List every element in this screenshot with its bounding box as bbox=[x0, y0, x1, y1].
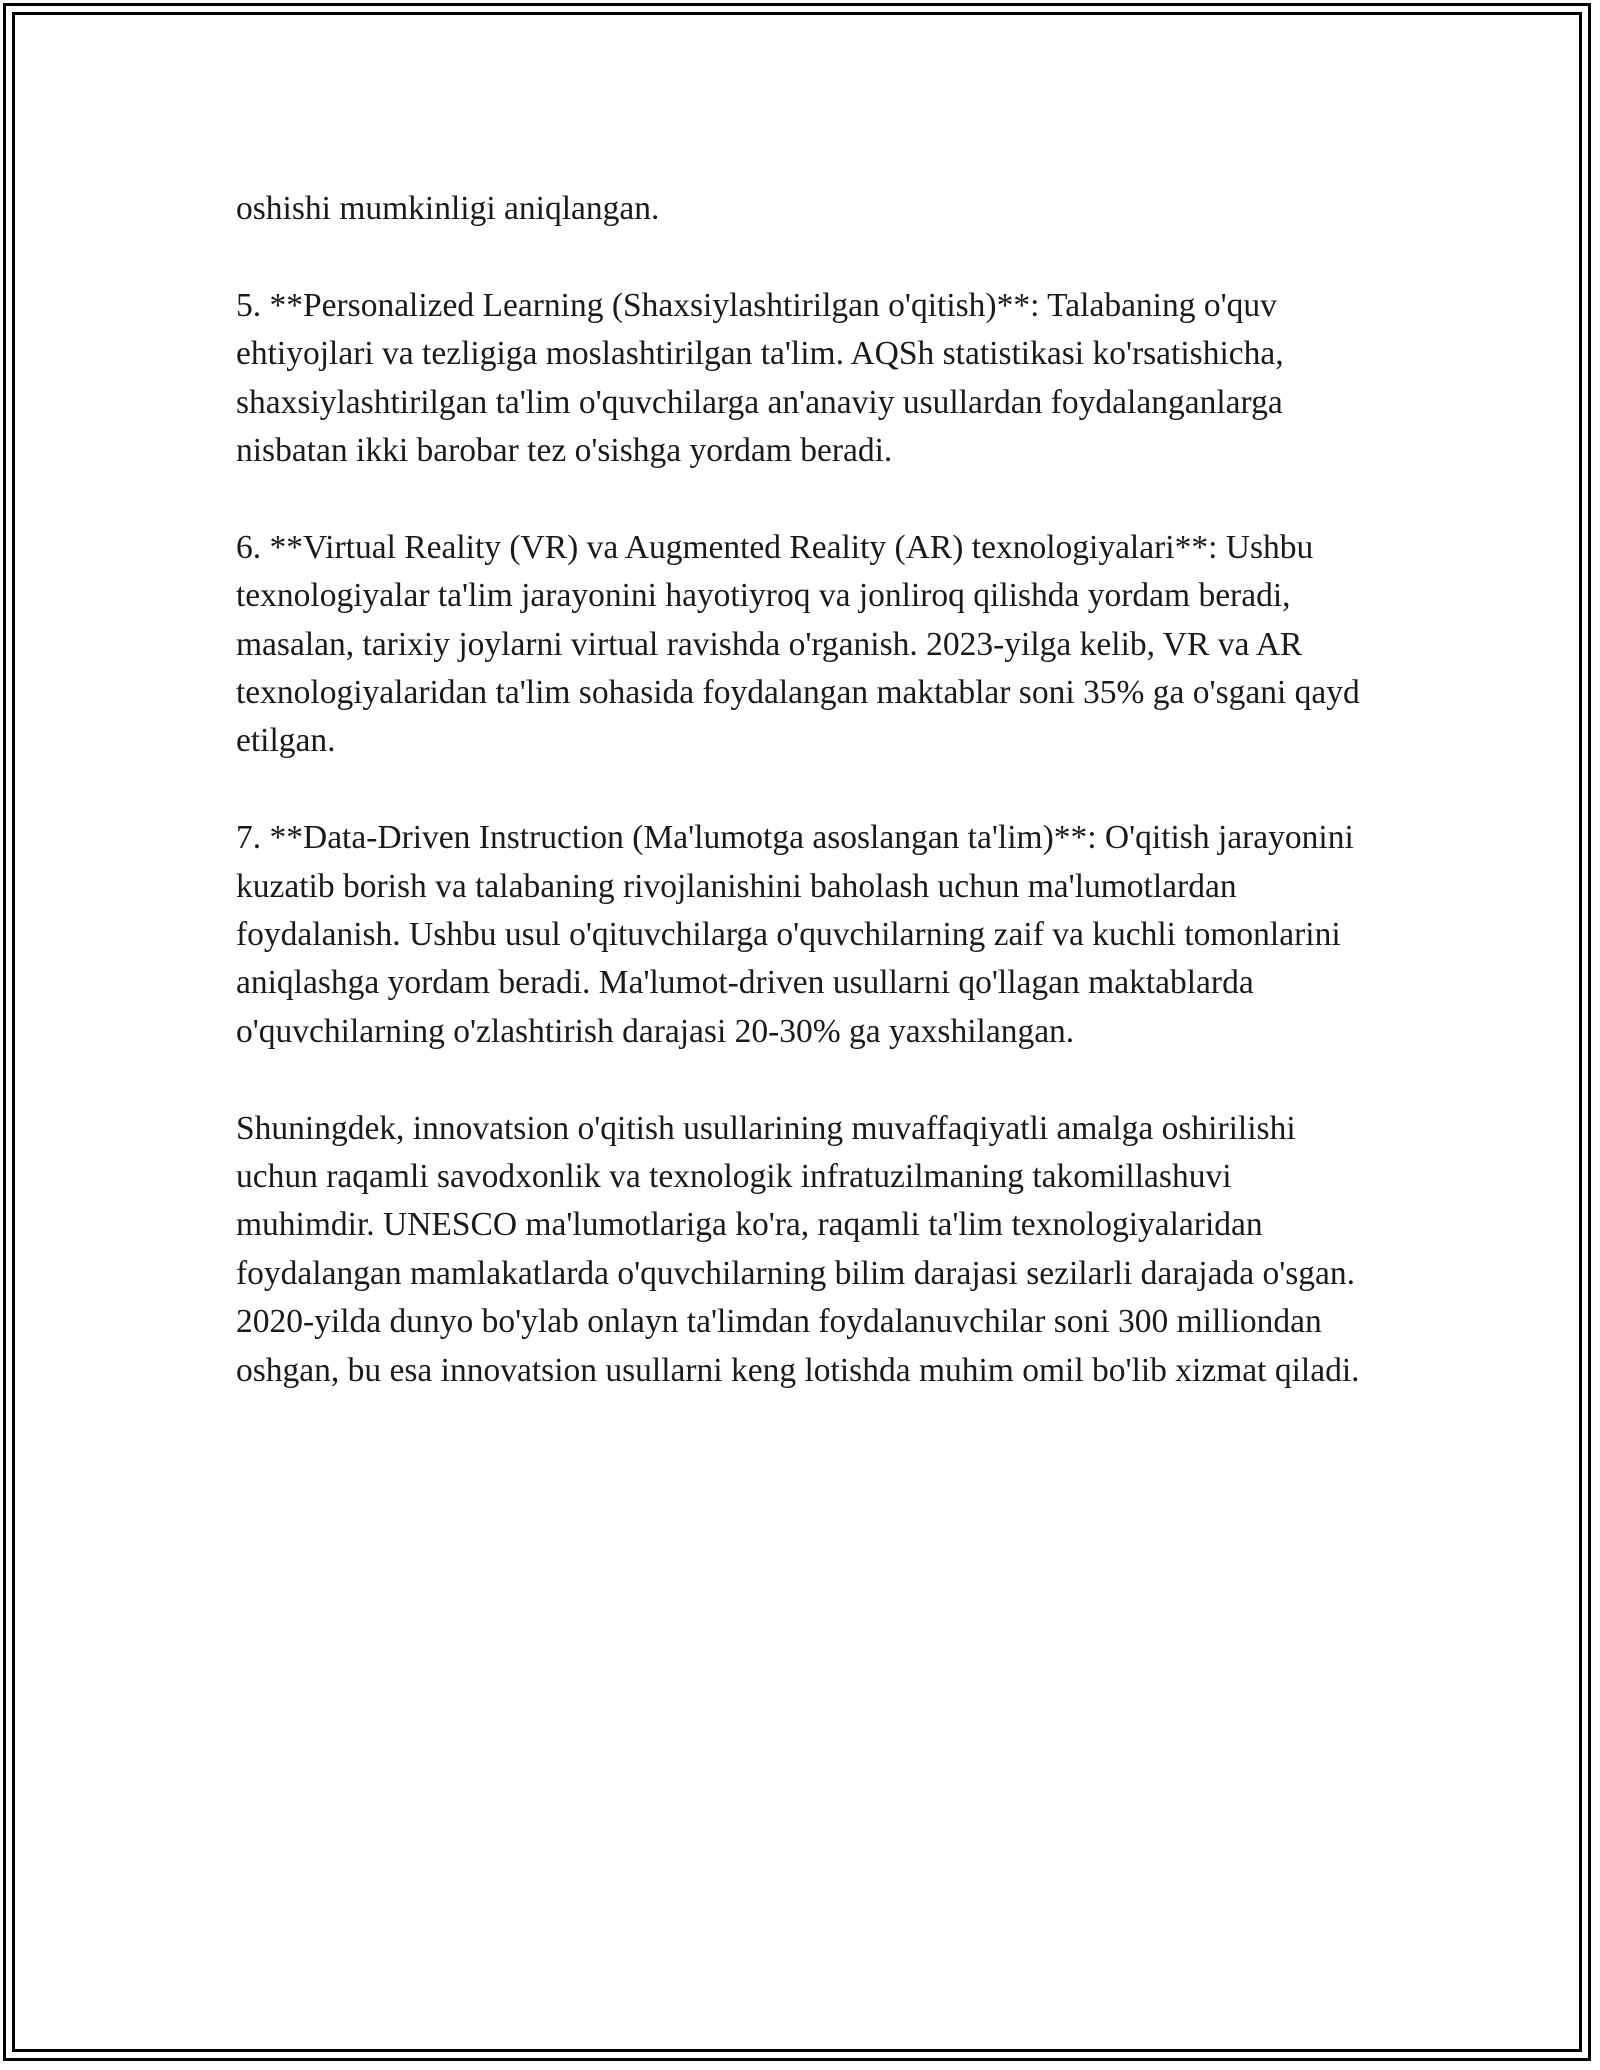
paragraph-conclusion: Shuningdek, innovatsion o'qitish usullarining muvaffaqiyatli amalga oshirilishi uchun raqamli savodxonlik va texnologik infratuzilmaning takomillashuvi muhimdir. UNESCO ma'lumotlariga ko'ra, raqamli ta'lim texnologiyalaridan foydalangan mamlakatlarda o'quvchilarning bilim darajasi sezilarli darajada o'sgan. 2020-yilda dunyo bo'ylab onlayn ta'limdan foydalanuvchilar soni 300 milliondan oshgan, bu esa innovatsion usullarni keng lotishda muhim omil bo'lib xizmat qiladi. bbox=[236, 1109, 1360, 1389]
document-body bbox=[236, 185, 1366, 1443]
paragraph-continuation: oshishi mumkinligi aniqlangan. bbox=[236, 190, 660, 227]
paragraph-vr-ar: 6. **Virtual Reality (VR) va Augmented Reality (AR) texnologiyalari**: Ushbu texnologiyalar ta'lim jarayonini hayotiyroq va jonliroq qilishda yordam beradi, masalan, tarixiy joylarni virtual ravishda o'rganish. 2023-yilga kelib, VR va AR texnologiyalaridan ta'lim sohasida foydalangan maktablar soni 35% ga o'sgani qayd etilgan. bbox=[236, 528, 1360, 760]
paragraph-personalized-learning: 5. **Personalized Learning (Shaxsiylashtirilgan o'qitish)**: Talabaning o'quv ehtiyojlari va tezligiga moslashtirilgan ta'lim. AQSh statistikasi ko'rsatishicha, shaxsiylashtirilgan ta'lim o'quvchilarga an'anaviy usullardan foydalanganlarga nisbatan ikki barobar tez o'sishga yordam beradi. bbox=[236, 286, 1284, 470]
paragraph-data-driven: 7. **Data-Driven Instruction (Ma'lumotga asoslangan ta'lim)**: O'qitish jarayonini kuzatib borish va talabaning rivojlanishini baholash uchun ma'lumotlardan foydalanish. Ushbu usul o'qituvchilarga o'quvchilarning zaif va kuchli tomonlarini aniqlashga yordam beradi. Ma'lumot-driven usullarni qo'llagan maktablarda o'quvchilarning o'zlashtirish darajasi 20-30% ga yaxshilangan. bbox=[236, 819, 1354, 1050]
